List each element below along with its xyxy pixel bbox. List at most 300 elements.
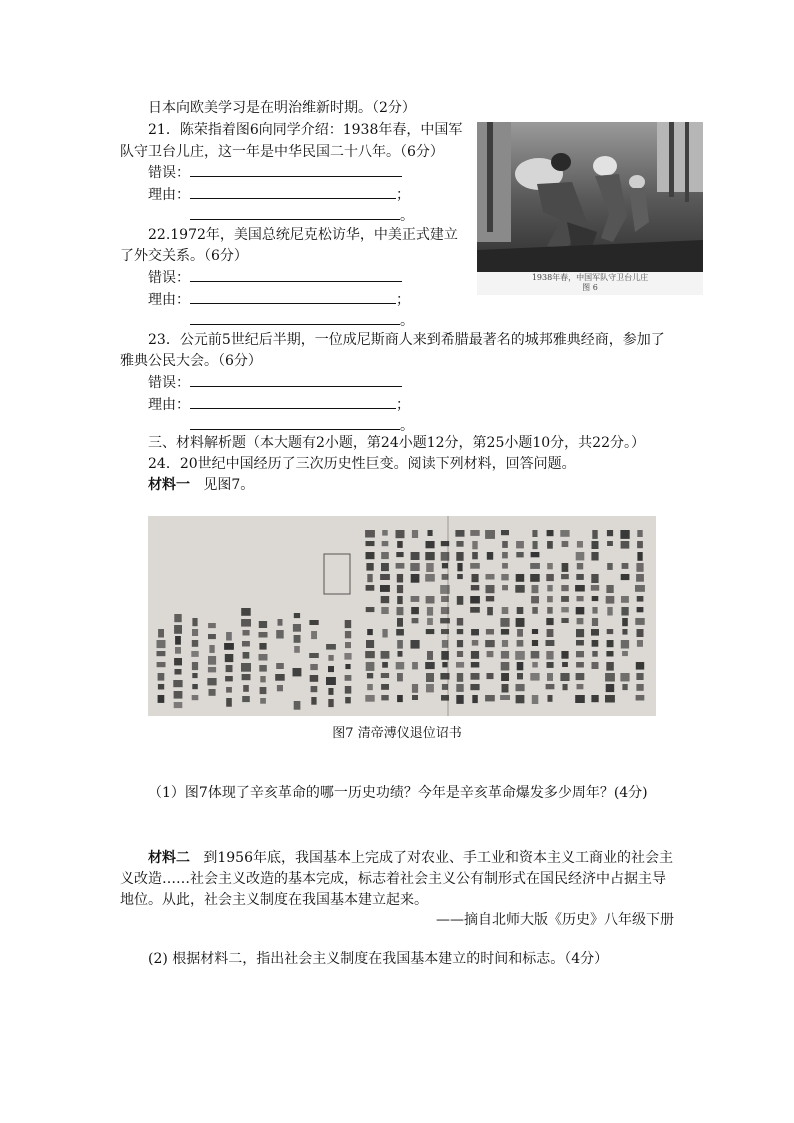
calligraphy-glyph	[547, 662, 554, 668]
calligraphy-glyph	[562, 541, 569, 547]
calligraphy-glyph	[381, 651, 390, 659]
calligraphy-glyph	[412, 684, 418, 693]
calligraphy-glyph	[366, 607, 375, 612]
calligraphy-glyph	[561, 596, 569, 602]
calligraphy-glyph	[456, 552, 463, 561]
calligraphy-glyph	[547, 596, 553, 602]
calligraphy-glyph	[606, 684, 615, 692]
calligraphy-glyph	[561, 585, 568, 591]
calligraphy-glyph	[577, 541, 583, 548]
calligraphy-glyph	[381, 673, 389, 678]
calligraphy-glyph	[533, 541, 538, 549]
question-23-line1: 23．公元前5世纪后半期，一位成尼斯商人来到希腊最著名的城邦雅典经商，参加了	[148, 332, 665, 348]
error-row	[148, 372, 402, 394]
calligraphy-glyph	[471, 673, 480, 680]
calligraphy-glyph	[192, 640, 198, 647]
calligraphy-glyph	[226, 687, 232, 693]
figure-7-edict-image	[148, 516, 656, 716]
material-1-text: 见图7。	[203, 477, 255, 493]
calligraphy-glyph	[326, 677, 336, 685]
figure-6-number: 图 6	[582, 283, 598, 292]
calligraphy-glyph	[637, 596, 644, 602]
material-2-line2: 义改造……社会主义改造的基本完成，标志着社会主义公有制形式在国民经济中占据主导	[120, 871, 666, 887]
calligraphy-glyph	[278, 619, 283, 626]
calligraphy-glyph	[547, 563, 553, 569]
calligraphy-glyph	[576, 662, 584, 668]
calligraphy-glyph	[516, 552, 523, 557]
calligraphy-glyph	[192, 673, 197, 678]
calligraphy-glyph	[440, 618, 450, 623]
calligraphy-glyph	[457, 673, 463, 682]
calligraphy-glyph	[635, 618, 644, 625]
calligraphy-glyph	[502, 640, 508, 647]
calligraphy-glyph	[515, 585, 524, 593]
calligraphy-glyph	[470, 530, 479, 536]
calligraphy-glyph	[637, 629, 644, 637]
calligraphy-glyph	[311, 631, 317, 639]
calligraphy-glyph	[485, 640, 495, 647]
calligraphy-glyph	[502, 607, 509, 614]
calligraphy-glyph	[208, 623, 216, 628]
calligraphy-glyph	[621, 541, 630, 549]
answer-blank[interactable]	[190, 310, 400, 325]
calligraphy-glyph	[620, 530, 629, 539]
answer-blank[interactable]	[190, 267, 402, 282]
question-21-line2: 队守卫台儿庄，这一年是中华民国二十八年。（6分）	[120, 144, 444, 160]
calligraphy-glyph	[516, 684, 525, 691]
calligraphy-glyph	[501, 530, 509, 535]
calligraphy-glyph	[592, 662, 599, 669]
calligraphy-glyph	[367, 574, 372, 582]
question-24-1: （1）图7体现了辛亥革命的哪一历史功绩？今年是辛亥革命爆发多少周年？(4分)	[148, 785, 648, 801]
calligraphy-glyph	[442, 563, 448, 568]
calligraphy-glyph	[381, 607, 388, 614]
calligraphy-glyph	[456, 684, 463, 692]
calligraphy-glyph	[485, 530, 495, 539]
figure-6-caption-text: 1938年春，中国军队守卫台儿庄	[531, 273, 649, 282]
calligraphy-glyph	[425, 552, 434, 560]
calligraphy-glyph	[486, 574, 495, 580]
semicolon: ；	[396, 187, 410, 203]
calligraphy-glyph	[576, 651, 584, 657]
calligraphy-glyph	[486, 629, 494, 635]
calligraphy-glyph	[546, 651, 553, 660]
answer-blank[interactable]	[190, 289, 396, 304]
calligraphy-glyph	[208, 634, 216, 639]
reason-label: 理由：	[148, 187, 190, 203]
calligraphy-glyph	[345, 686, 352, 694]
calligraphy-glyph	[606, 596, 615, 604]
calligraphy-glyph	[277, 685, 283, 691]
calligraphy-glyph	[546, 574, 554, 581]
material-1-row	[148, 474, 254, 496]
calligraphy-glyph	[621, 607, 628, 616]
calligraphy-glyph	[562, 662, 568, 667]
calligraphy-glyph	[382, 541, 389, 546]
calligraphy-glyph	[636, 684, 643, 691]
calligraphy-glyph	[500, 695, 510, 700]
calligraphy-glyph	[517, 629, 523, 637]
calligraphy-glyph	[366, 552, 375, 559]
semicolon: ；	[396, 397, 410, 413]
calligraphy-glyph	[470, 596, 480, 604]
error-label: 错误：	[148, 270, 190, 286]
answer-blank[interactable]	[190, 205, 400, 220]
calligraphy-glyph	[396, 530, 405, 538]
calligraphy-glyph	[592, 651, 597, 657]
answer-blank[interactable]	[190, 184, 396, 199]
question-24-2: (2) 根据材料二，指出社会主义制度在我国基本建立的时间和标志。（4分）	[148, 951, 609, 967]
calligraphy-glyph	[622, 563, 629, 569]
calligraphy-glyph	[591, 695, 598, 702]
calligraphy-glyph	[174, 691, 183, 699]
calligraphy-glyph	[457, 574, 463, 579]
calligraphy-glyph	[192, 618, 197, 626]
calligraphy-glyph	[621, 574, 630, 580]
calligraphy-glyph	[472, 695, 478, 703]
calligraphy-glyph	[366, 541, 375, 546]
calligraphy-glyph	[515, 651, 525, 660]
calligraphy-glyph	[366, 585, 375, 591]
calligraphy-glyph	[516, 574, 525, 582]
calligraphy-glyph	[411, 596, 420, 602]
calligraphy-glyph	[192, 662, 198, 670]
calligraphy-glyph	[517, 673, 523, 679]
calligraphy-glyph	[192, 629, 198, 636]
calligraphy-glyph	[607, 530, 613, 536]
calligraphy-glyph	[365, 651, 375, 658]
calligraphy-glyph	[175, 669, 182, 675]
calligraphy-glyph	[173, 680, 182, 687]
calligraphy-glyph	[470, 684, 479, 690]
calligraphy-glyph	[382, 629, 387, 638]
material-2-line3: 地位。从此，社会主义制度在我国基本建立起来。	[120, 892, 428, 908]
calligraphy-glyph	[426, 541, 435, 548]
calligraphy-glyph	[345, 675, 352, 681]
question-21-line1: 21．陈荣指着图6向同学介绍：1938年春，中国军	[148, 122, 463, 138]
calligraphy-glyph	[345, 620, 352, 628]
calligraphy-glyph	[310, 664, 318, 670]
calligraphy-glyph	[427, 651, 433, 660]
calligraphy-glyph	[577, 596, 584, 601]
calligraphy-glyph	[441, 651, 449, 660]
calligraphy-glyph	[532, 607, 538, 614]
calligraphy-glyph	[328, 655, 333, 661]
calligraphy-glyph	[516, 695, 525, 703]
calligraphy-glyph	[487, 673, 494, 679]
calligraphy-glyph	[607, 629, 614, 634]
period: 。	[400, 208, 414, 224]
calligraphy-glyph	[380, 585, 390, 592]
calligraphy-glyph	[501, 673, 509, 681]
calligraphy-glyph	[561, 651, 568, 659]
calligraphy-glyph	[487, 607, 493, 615]
calligraphy-glyph	[472, 541, 477, 549]
calligraphy-glyph	[309, 620, 318, 625]
calligraphy-glyph	[294, 646, 300, 653]
calligraphy-glyph	[621, 640, 629, 649]
calligraphy-glyph	[242, 696, 250, 702]
calligraphy-glyph	[605, 673, 615, 682]
calligraphy-glyph	[345, 697, 351, 703]
calligraphy-glyph	[607, 607, 612, 616]
calligraphy-glyph	[456, 662, 464, 668]
calligraphy-glyph	[530, 563, 540, 569]
calligraphy-glyph	[225, 654, 234, 662]
calligraphy-glyph	[366, 662, 375, 671]
calligraphy-glyph	[209, 689, 216, 696]
calligraphy-glyph	[440, 673, 449, 680]
calligraphy-glyph	[397, 618, 403, 627]
calligraphy-glyph	[441, 629, 449, 634]
calligraphy-glyph	[560, 530, 569, 537]
question-22-line1: 22.1972年，美国总统尼克松访华，中美正式建立	[148, 227, 458, 243]
calligraphy-glyph	[158, 673, 165, 681]
calligraphy-glyph	[635, 585, 645, 592]
calligraphy-glyph	[441, 596, 449, 602]
calligraphy-glyph	[381, 552, 389, 559]
calligraphy-glyph	[471, 662, 480, 668]
calligraphy-glyph	[457, 629, 463, 634]
calligraphy-glyph	[471, 651, 479, 659]
reason-label: 理由：	[148, 397, 190, 413]
calligraphy-glyph	[382, 530, 388, 536]
calligraphy-glyph	[577, 563, 583, 569]
calligraphy-glyph	[294, 701, 301, 710]
calligraphy-glyph	[576, 629, 584, 637]
calligraphy-glyph	[192, 695, 199, 700]
calligraphy-glyph	[208, 667, 216, 672]
calligraphy-glyph	[531, 596, 539, 603]
answer-blank[interactable]	[190, 162, 402, 177]
calligraphy-glyph	[412, 662, 418, 669]
answer-blank[interactable]	[190, 394, 396, 409]
calligraphy-glyph	[502, 552, 508, 558]
calligraphy-glyph	[472, 552, 478, 559]
calligraphy-glyph	[411, 552, 420, 560]
calligraphy-glyph	[226, 698, 232, 707]
calligraphy-glyph	[517, 640, 524, 647]
calligraphy-glyph	[516, 618, 525, 627]
calligraphy-glyph	[425, 662, 435, 669]
calligraphy-glyph	[622, 629, 627, 635]
calligraphy-glyph	[241, 619, 251, 627]
calligraphy-glyph	[412, 530, 418, 538]
calligraphy-glyph	[575, 585, 585, 592]
calligraphy-glyph	[502, 684, 509, 693]
figure-7-caption: 图7 清帝溥仪退位诏书	[332, 726, 462, 741]
material-1-label: 材料一	[148, 477, 190, 493]
calligraphy-glyph	[260, 676, 265, 682]
calligraphy-glyph	[224, 643, 234, 650]
calligraphy-glyph	[472, 574, 479, 582]
reason-row	[148, 184, 410, 206]
calligraphy-glyph	[328, 688, 333, 695]
calligraphy-glyph	[174, 625, 182, 634]
calligraphy-glyph	[532, 530, 537, 537]
material-2-line1	[148, 847, 673, 869]
calligraphy-glyph	[175, 636, 181, 645]
calligraphy-glyph	[636, 695, 645, 701]
calligraphy-glyph	[500, 618, 509, 627]
calligraphy-glyph	[485, 695, 495, 701]
calligraphy-glyph	[577, 684, 584, 689]
period: 。	[400, 313, 414, 329]
calligraphy-glyph	[260, 687, 267, 694]
answer-blank[interactable]	[190, 415, 400, 430]
calligraphy-glyph	[411, 607, 419, 614]
calligraphy-glyph	[426, 596, 435, 604]
calligraphy-glyph	[517, 662, 524, 670]
calligraphy-glyph	[546, 640, 555, 646]
calligraphy-glyph	[607, 640, 614, 647]
calligraphy-glyph	[260, 698, 266, 704]
calligraphy-glyph	[440, 585, 450, 594]
calligraphy-glyph	[382, 662, 388, 668]
calligraphy-glyph	[456, 541, 463, 547]
calligraphy-glyph	[532, 662, 538, 668]
calligraphy-glyph	[367, 684, 373, 690]
calligraphy-glyph	[174, 702, 183, 708]
calligraphy-glyph	[637, 607, 644, 612]
calligraphy-glyph	[457, 640, 463, 647]
calligraphy-glyph	[412, 618, 419, 623]
calligraphy-glyph	[592, 596, 599, 601]
calligraphy-glyph	[442, 640, 448, 648]
material-2-source: ——摘自北师大版《历史》八年级下册	[436, 912, 674, 928]
calligraphy-glyph	[592, 530, 597, 539]
calligraphy-glyph	[158, 629, 164, 638]
calligraphy-glyph	[561, 607, 569, 612]
question-24: 24．20世纪中国经历了三次历史性巨变。阅读下列材料，回答问题。	[148, 456, 576, 472]
calligraphy-glyph	[365, 530, 375, 538]
calligraphy-glyph	[426, 629, 435, 634]
calligraphy-glyph	[310, 675, 319, 682]
calligraphy-glyph	[293, 668, 302, 676]
calligraphy-glyph	[501, 629, 509, 635]
text-line: 日本向欧美学习是在明治维新时期。（2分）	[148, 100, 416, 116]
calligraphy-glyph	[367, 673, 373, 678]
calligraphy-glyph	[328, 666, 334, 672]
calligraphy-glyph	[532, 695, 539, 704]
calligraphy-glyph	[591, 629, 599, 636]
calligraphy-glyph	[345, 631, 351, 638]
calligraphy-glyph	[365, 695, 374, 702]
calligraphy-glyph	[294, 635, 301, 643]
calligraphy-glyph	[606, 662, 614, 671]
calligraphy-glyph	[441, 541, 449, 546]
calligraphy-glyph	[546, 684, 555, 689]
calligraphy-glyph	[547, 629, 554, 637]
calligraphy-glyph	[157, 662, 166, 667]
calligraphy-glyph	[411, 640, 420, 649]
calligraphy-glyph	[367, 629, 373, 635]
calligraphy-glyph	[457, 563, 462, 571]
material-2-text: 到1956年底，我国基本上完成了对农业、手工业和资本主义工商业的社会主	[203, 850, 673, 866]
calligraphy-glyph	[637, 552, 642, 561]
calligraphy-glyph	[592, 640, 599, 647]
calligraphy-glyph	[636, 563, 643, 572]
calligraphy-glyph	[410, 563, 419, 571]
answer-blank[interactable]	[190, 372, 402, 387]
calligraphy-glyph	[426, 673, 434, 682]
question-23-line2: 雅典公民大会。（6分）	[120, 353, 262, 369]
calligraphy-glyph	[591, 574, 598, 583]
calligraphy-glyph	[191, 651, 198, 657]
calligraphy-glyph	[547, 530, 554, 536]
calligraphy-glyph	[502, 563, 508, 569]
material-2-label: 材料二	[148, 850, 190, 866]
calligraphy-glyph	[309, 653, 319, 658]
calligraphy-glyph	[576, 607, 585, 614]
calligraphy-glyph	[592, 618, 598, 626]
calligraphy-glyph	[243, 652, 250, 659]
calligraphy-glyph	[259, 643, 266, 650]
error-label: 错误：	[148, 165, 190, 181]
calligraphy-glyph	[241, 608, 251, 616]
calligraphy-glyph	[547, 541, 553, 549]
error-row	[148, 162, 402, 184]
calligraphy-glyph	[532, 585, 539, 593]
calligraphy-glyph	[411, 574, 420, 583]
calligraphy-glyph	[174, 614, 181, 622]
calligraphy-glyph	[396, 662, 405, 669]
calligraphy-glyph	[209, 645, 214, 653]
calligraphy-glyph	[328, 699, 333, 707]
calligraphy-glyph	[426, 684, 434, 692]
calligraphy-glyph	[455, 530, 464, 537]
calligraphy-glyph	[225, 676, 233, 681]
calligraphy-glyph	[576, 640, 584, 646]
reason-label: 理由：	[148, 292, 190, 308]
calligraphy-glyph	[259, 621, 267, 628]
calligraphy-glyph	[442, 662, 447, 667]
calligraphy-glyph	[486, 596, 494, 601]
calligraphy-glyph	[622, 651, 628, 656]
calligraphy-glyph	[175, 647, 181, 654]
calligraphy-glyph	[158, 695, 165, 703]
calligraphy-glyph	[396, 563, 405, 569]
calligraphy-glyph	[486, 585, 495, 593]
calligraphy-glyph	[157, 640, 166, 648]
calligraphy-glyph	[501, 651, 509, 659]
calligraphy-glyph	[576, 673, 585, 680]
calligraphy-glyph	[502, 541, 508, 548]
calligraphy-glyph	[381, 563, 389, 571]
calligraphy-glyph	[606, 651, 613, 657]
calligraphy-glyph	[425, 574, 435, 582]
calligraphy-glyph	[456, 695, 463, 704]
calligraphy-glyph	[243, 630, 250, 636]
calligraphy-glyph	[381, 695, 388, 700]
calligraphy-glyph	[311, 697, 316, 705]
calligraphy-glyph	[457, 618, 463, 626]
calligraphy-glyph	[192, 684, 198, 689]
calligraphy-glyph	[621, 596, 629, 603]
calligraphy-glyph	[561, 618, 568, 623]
calligraphy-glyph	[472, 640, 479, 646]
error-label: 错误：	[148, 375, 190, 391]
calligraphy-glyph	[622, 618, 628, 626]
calligraphy-glyph	[344, 653, 351, 660]
calligraphy-glyph	[398, 651, 403, 657]
section-heading: 三、材料解析题（本大题有2小题，第24小题12分，第25小题10分，共22分。）	[148, 435, 645, 451]
calligraphy-glyph	[241, 663, 251, 672]
calligraphy-glyph	[575, 695, 585, 703]
calligraphy-glyph	[242, 674, 251, 680]
calligraphy-glyph	[427, 607, 433, 616]
calligraphy-glyph	[242, 641, 250, 647]
